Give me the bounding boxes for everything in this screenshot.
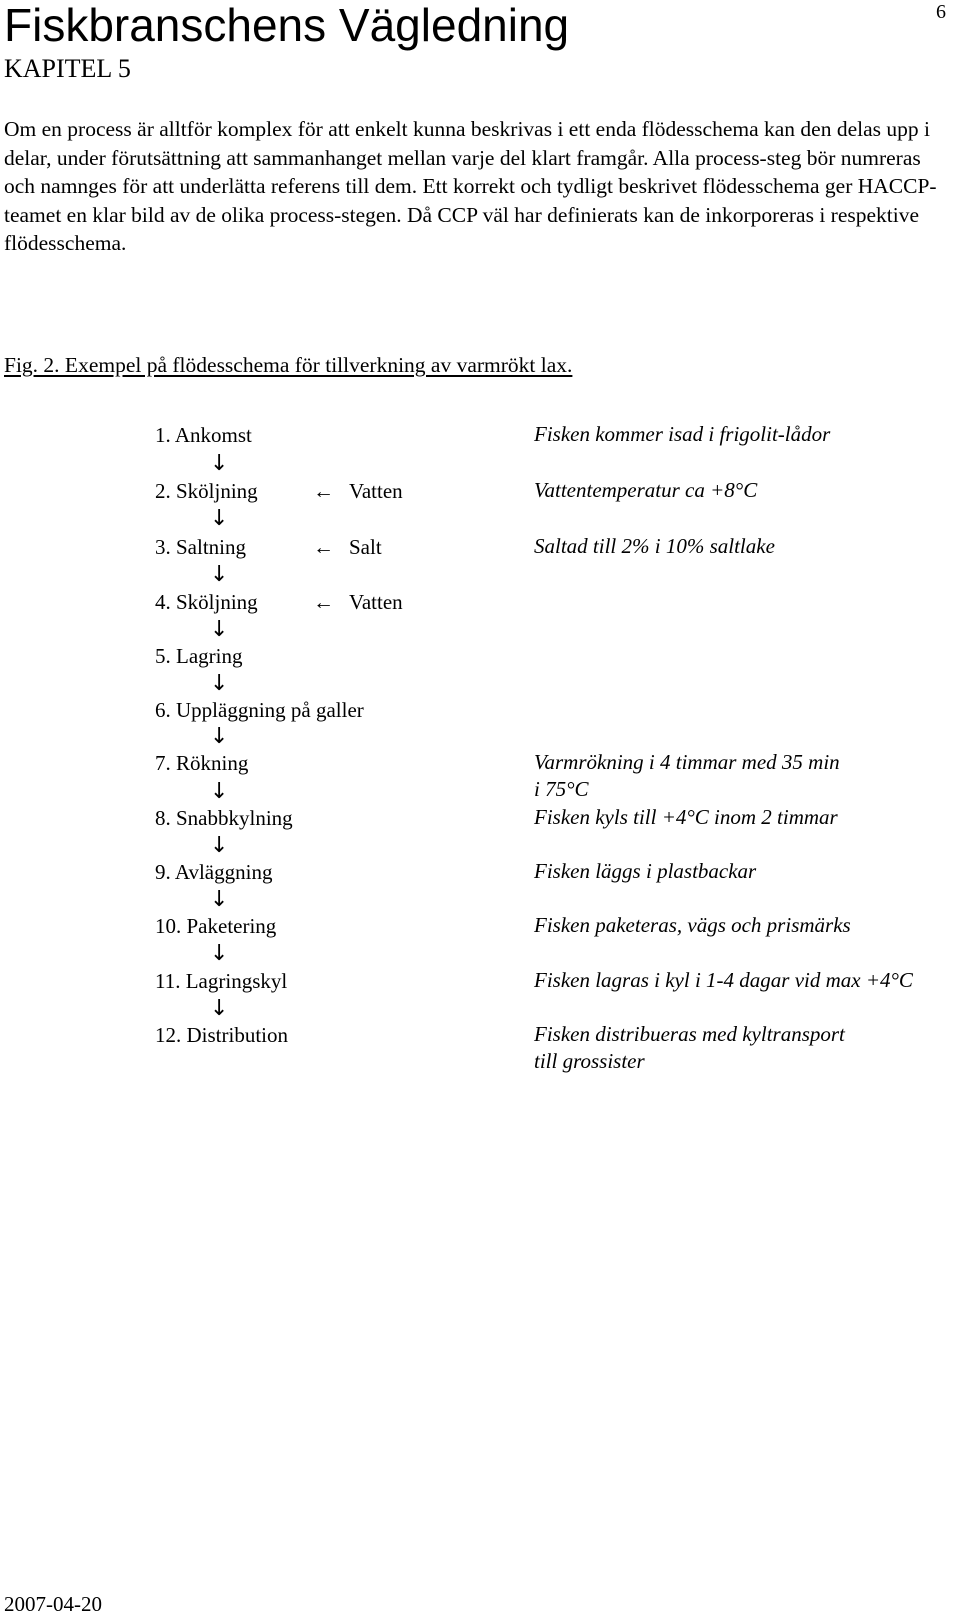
down-arrow-icon: ↓ bbox=[210, 451, 229, 476]
down-arrow-icon: ↓ bbox=[210, 833, 229, 858]
flow-step: 7. Rökning bbox=[155, 751, 249, 775]
flow-note-line: Fisken paketeras, vägs och prismärks bbox=[534, 913, 851, 937]
down-arrow-icon: ↓ bbox=[210, 887, 229, 912]
document-title: Fiskbranschens Vägledning bbox=[4, 0, 570, 51]
flow-note bbox=[534, 477, 757, 504]
flow-input bbox=[313, 478, 403, 504]
flow-note bbox=[534, 749, 840, 803]
flow-input-label: Vatten bbox=[349, 479, 403, 503]
flow-step: 8. Snabbkylning bbox=[155, 806, 293, 830]
down-arrow-icon: ↓ bbox=[210, 562, 229, 587]
flow-note bbox=[534, 858, 756, 885]
flow-input-label: Vatten bbox=[349, 590, 403, 614]
down-arrow-icon: ↓ bbox=[210, 506, 229, 531]
flow-note bbox=[534, 1021, 845, 1075]
down-arrow-icon: ↓ bbox=[210, 724, 229, 749]
flow-note-line: Fisken kommer isad i frigolit-lådor bbox=[534, 422, 831, 446]
flow-step: 9. Avläggning bbox=[155, 860, 273, 884]
flow-note-line: till grossister bbox=[534, 1049, 645, 1073]
flow-note-line: Saltad till 2% i 10% saltlake bbox=[534, 534, 775, 558]
left-arrow-icon: ← bbox=[313, 479, 334, 503]
flow-step: 12. Distribution bbox=[155, 1023, 289, 1047]
flow-note bbox=[534, 912, 851, 939]
flow-step: 6. Uppläggning på galler bbox=[155, 698, 364, 722]
flow-step: 3. Saltning bbox=[155, 535, 247, 559]
flow-step: 4. Sköljning bbox=[155, 590, 258, 614]
flow-note-line: i 75°C bbox=[534, 777, 589, 801]
left-arrow-icon: ← bbox=[313, 590, 334, 614]
flow-input-label: Salt bbox=[349, 535, 382, 559]
flow-note-line: Vattentemperatur ca +8°C bbox=[534, 478, 758, 502]
flow-input bbox=[313, 589, 403, 615]
flow-note-line: Fisken distribueras med kyltransport bbox=[534, 1022, 845, 1046]
down-arrow-icon: ↓ bbox=[210, 671, 229, 696]
flow-note-line: Fisken lagras i kyl i 1-4 dagar vid max +4°C bbox=[534, 968, 913, 992]
flow-note bbox=[534, 533, 775, 560]
page-number: 6 bbox=[936, 1, 946, 23]
chapter-label: KAPITEL 5 bbox=[4, 54, 131, 83]
flow-step: 11. Lagringskyl bbox=[155, 969, 288, 993]
flow-note-line: Varmrökning i 4 timmar med 35 min bbox=[534, 750, 840, 774]
flow-step: 5. Lagring bbox=[155, 644, 243, 668]
flow-step: 1. Ankomst bbox=[155, 423, 252, 447]
left-arrow-icon: ← bbox=[313, 535, 334, 559]
down-arrow-icon: ↓ bbox=[210, 941, 229, 966]
flow-note bbox=[534, 421, 830, 448]
down-arrow-icon: ↓ bbox=[210, 779, 229, 804]
flow-note bbox=[534, 967, 913, 994]
flow-note-line: Fisken kyls till +4°C inom 2 timmar bbox=[534, 805, 838, 829]
down-arrow-icon: ↓ bbox=[210, 996, 229, 1021]
flow-step: 10. Paketering bbox=[155, 914, 277, 938]
down-arrow-icon: ↓ bbox=[210, 617, 229, 642]
figure-caption: Fig. 2. Exempel på flödesschema för tillverkning av varmrökt lax. bbox=[4, 353, 573, 377]
intro-paragraph: Om en process är alltför komplex för att enkelt kunna beskrivas i ett enda flödesschema kan den delas upp i delar, under förutsättning att sammanhanget mellan varje del klart framgår. Alla process-steg bör numreras och namnges för att underlätta referens till dem. Ett korrekt och tydligt beskrivet flödesschema ger HACCP-teamet en klar bild av de olika process-stegen. Då CCP väl har definierats kan de inkorporeras i respektive flödesschema. bbox=[4, 117, 937, 255]
flow-input bbox=[313, 534, 382, 560]
flow-step: 2. Sköljning bbox=[155, 479, 258, 503]
footer-date: 2007-04-20 bbox=[4, 1592, 102, 1616]
flow-note-line: Fisken läggs i plastbackar bbox=[534, 859, 757, 883]
flow-note bbox=[534, 804, 838, 831]
